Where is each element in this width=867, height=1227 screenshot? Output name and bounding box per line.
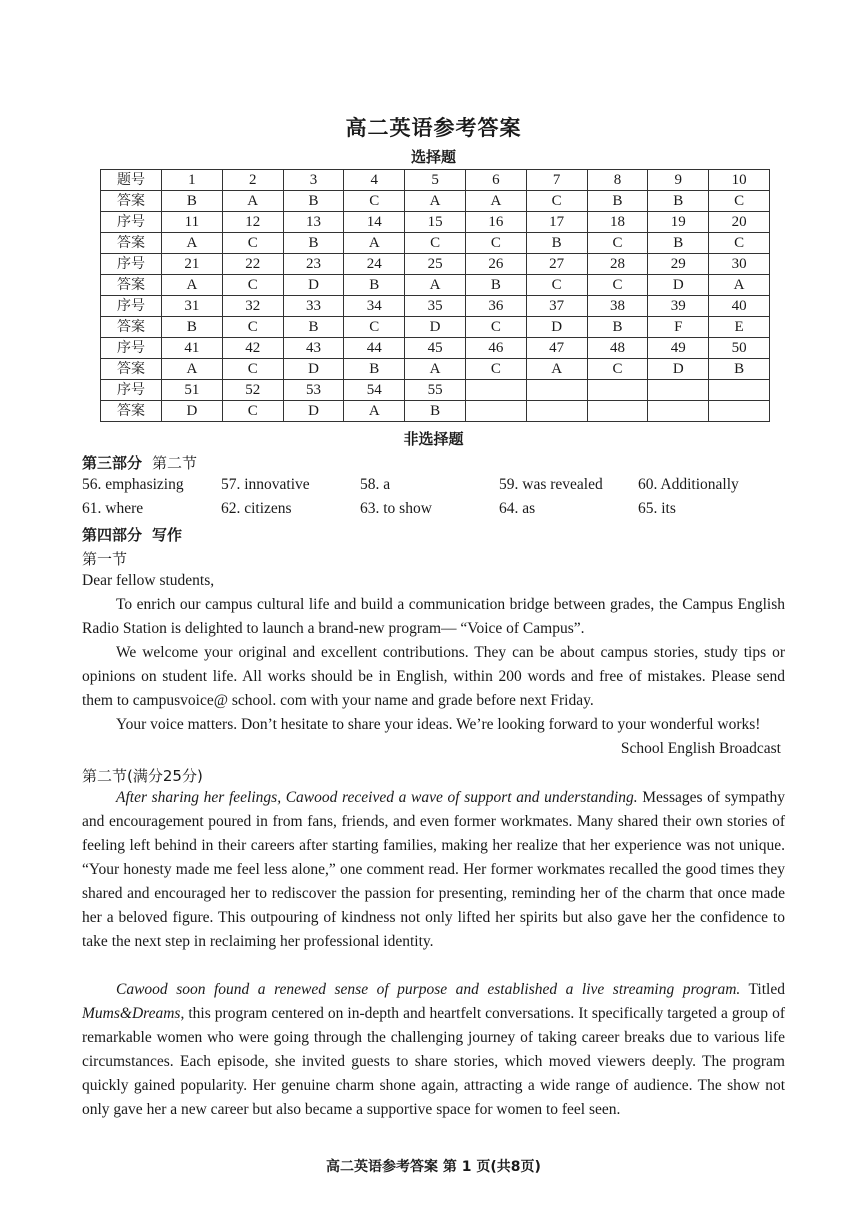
answer-cell (587, 401, 648, 422)
answer-cell (709, 380, 770, 401)
answer-cell (587, 380, 648, 401)
answer-cell: 55 (405, 380, 466, 401)
part3-heading (82, 452, 207, 473)
letter-paragraph-1: To enrich our campus cultural life and build a communication bridge between grades, the Campus English Radio Station is delighted to launch a brand-new program— “Voice of Campus”. (82, 596, 785, 637)
answer-cell: 39 (648, 296, 709, 317)
answer-table-row (101, 233, 770, 254)
essay-p2-lead: Cawood soon found a renewed sense of purpose and established a live streaming program. (116, 981, 741, 998)
answer-cell: 12 (222, 212, 283, 233)
answer-cell: D (283, 401, 344, 422)
answer-cell: B (405, 401, 466, 422)
answer-table-row (101, 275, 770, 296)
answer-cell: E (709, 317, 770, 338)
answer-cell: 32 (222, 296, 283, 317)
answer-cell: B (162, 191, 223, 212)
answer-table-row (101, 191, 770, 212)
answer-cell: C (222, 317, 283, 338)
answer-cell: A (222, 191, 283, 212)
letter-paragraph-3: Your voice matters. Don’t hesitate to share your ideas. We’re looking forward to your wonderful works! (116, 716, 761, 733)
answer-cell: 45 (405, 338, 466, 359)
answer-cell: C (587, 233, 648, 254)
answer-cell: 25 (405, 254, 466, 275)
fill-answer: 64. as (499, 500, 536, 517)
fill-answer: 58. a (360, 476, 391, 493)
answer-cell: C (222, 401, 283, 422)
answer-cell: 21 (162, 254, 223, 275)
answer-cell: D (526, 317, 587, 338)
answer-cell: 13 (283, 212, 344, 233)
answer-cell: C (344, 191, 405, 212)
row-label: 序号 (101, 338, 162, 359)
row-label: 序号 (101, 212, 162, 233)
answer-table-row (101, 254, 770, 275)
answer-cell: 20 (709, 212, 770, 233)
fill-answer: 59. was revealed (499, 476, 603, 493)
fill-answer: 57. innovative (221, 476, 310, 493)
page-title: 高二英语参考答案 (345, 115, 522, 140)
fill-answer: 61. where (82, 500, 144, 517)
answer-table-row (101, 380, 770, 401)
fill-answer: 56. emphasizing (82, 476, 184, 493)
answer-cell (465, 380, 526, 401)
answer-cell: B (709, 359, 770, 380)
answer-cell: D (162, 401, 223, 422)
answer-cell (465, 401, 526, 422)
answer-cell: 4 (344, 170, 405, 191)
answer-cell: B (162, 317, 223, 338)
answer-cell: 2 (222, 170, 283, 191)
answer-cell: 49 (648, 338, 709, 359)
answer-cell: 38 (587, 296, 648, 317)
answer-cell: C (709, 233, 770, 254)
answer-cell: D (405, 317, 466, 338)
answer-cell: D (283, 359, 344, 380)
answer-cell: C (405, 233, 466, 254)
answer-cell: C (587, 359, 648, 380)
answer-cell: A (709, 275, 770, 296)
answer-cell: B (344, 359, 405, 380)
answer-cell: 8 (587, 170, 648, 191)
answer-table-row (101, 359, 770, 380)
answer-cell: C (465, 317, 526, 338)
answer-cell: B (526, 233, 587, 254)
answer-table-row (101, 317, 770, 338)
answer-cell: C (222, 233, 283, 254)
answer-cell: 9 (648, 170, 709, 191)
part4-name: 第四部分 (82, 526, 143, 544)
answer-cell: 34 (344, 296, 405, 317)
answer-cell: 19 (648, 212, 709, 233)
answer-cell: B (648, 191, 709, 212)
answer-cell: 18 (587, 212, 648, 233)
nonchoice-section-heading: 非选择题 (403, 430, 464, 448)
answer-cell: 27 (526, 254, 587, 275)
essay-p2-title: Mums&Dreams (82, 1005, 181, 1022)
answer-cell: 43 (283, 338, 344, 359)
essay-p2-mid: Titled (740, 981, 785, 998)
answer-cell: 54 (344, 380, 405, 401)
part3-section: 第二节 (152, 454, 198, 472)
answer-table-row (101, 296, 770, 317)
answer-cell: 1 (162, 170, 223, 191)
answer-table-row (101, 170, 770, 191)
answer-cell: B (465, 275, 526, 296)
answer-cell: D (648, 275, 709, 296)
answer-cell (648, 380, 709, 401)
answer-cell: 52 (222, 380, 283, 401)
fill-answer: 62. citizens (221, 500, 292, 517)
answer-cell: 42 (222, 338, 283, 359)
answer-cell: 11 (162, 212, 223, 233)
answer-cell: C (587, 275, 648, 296)
answer-cell: A (405, 359, 466, 380)
answer-cell: A (405, 275, 466, 296)
answer-cell: B (648, 233, 709, 254)
answer-cell: D (648, 359, 709, 380)
letter-signature: School English Broadcast (620, 740, 781, 757)
letter-greeting: Dear fellow students, (82, 572, 215, 589)
row-label: 答案 (101, 275, 162, 296)
fill-answer: 60. Additionally (638, 476, 739, 493)
answer-cell: 50 (709, 338, 770, 359)
answer-cell: C (344, 317, 405, 338)
answer-cell: A (405, 191, 466, 212)
part4-section: 写作 (152, 526, 183, 544)
answer-cell: 24 (344, 254, 405, 275)
answer-cell (526, 380, 587, 401)
answer-cell: 30 (709, 254, 770, 275)
answer-cell: 26 (465, 254, 526, 275)
answer-cell: 7 (526, 170, 587, 191)
answer-cell: A (162, 275, 223, 296)
essay-paragraph-2 (82, 978, 785, 1122)
answer-cell: B (587, 191, 648, 212)
answer-cell: C (709, 191, 770, 212)
row-label: 答案 (101, 359, 162, 380)
answer-cell: 47 (526, 338, 587, 359)
answer-cell: C (526, 191, 587, 212)
answer-cell: B (587, 317, 648, 338)
row-label: 序号 (101, 254, 162, 275)
answer-cell: B (283, 191, 344, 212)
fill-answer: 65. its (638, 500, 676, 517)
answer-cell: B (283, 317, 344, 338)
answer-cell: 36 (465, 296, 526, 317)
answer-cell: A (162, 233, 223, 254)
answer-cell: C (465, 359, 526, 380)
answer-cell: 37 (526, 296, 587, 317)
answer-cell: A (344, 401, 405, 422)
answer-cell: 48 (587, 338, 648, 359)
row-label: 序号 (101, 380, 162, 401)
essay-p1-body: Messages of sympathy and encouragement poured in from fans, friends, and even former workmates. Many shared their own stories of feeling left behind in their careers after starting families, making her realize that her experience was not unique. “Your honesty made me feel less alone,” one comment read. Her former workmates recalled the good times they shared and encouraged her to rediscover the passion for presenting, reminding her of the charm that once made her a beloved figure. This outpouring of kindness not only lifted her spirits but also gave her the confidence to take the next step in reclaiming her professional identity. (82, 789, 786, 950)
answer-cell: B (283, 233, 344, 254)
answer-cell: 14 (344, 212, 405, 233)
answer-cell: 10 (709, 170, 770, 191)
answer-cell (648, 401, 709, 422)
row-label: 答案 (101, 191, 162, 212)
answer-cell: A (344, 233, 405, 254)
answer-cell: A (465, 191, 526, 212)
answer-table-row (101, 338, 770, 359)
choice-section-heading: 选择题 (410, 148, 456, 166)
answer-cell: A (162, 359, 223, 380)
part4-heading (82, 524, 192, 545)
answer-cell: 22 (222, 254, 283, 275)
answer-cell: A (526, 359, 587, 380)
answer-cell: 3 (283, 170, 344, 191)
answer-cell: C (222, 275, 283, 296)
answer-cell: 23 (283, 254, 344, 275)
sec2-label: 第二节(满分25分) (82, 767, 203, 785)
answer-cell: D (283, 275, 344, 296)
essay-paragraph-1 (82, 786, 785, 954)
row-label: 答案 (101, 317, 162, 338)
answer-cell (526, 401, 587, 422)
answer-cell: 40 (709, 296, 770, 317)
answer-cell: 33 (283, 296, 344, 317)
answer-cell: 16 (465, 212, 526, 233)
answer-cell: C (526, 275, 587, 296)
answer-cell: 28 (587, 254, 648, 275)
answer-cell: 17 (526, 212, 587, 233)
answer-cell: C (465, 233, 526, 254)
answer-cell: 41 (162, 338, 223, 359)
answer-cell: 35 (405, 296, 466, 317)
answer-cell: 31 (162, 296, 223, 317)
answer-cell: 5 (405, 170, 466, 191)
answer-table (100, 169, 770, 422)
answer-cell: C (222, 359, 283, 380)
answer-cell: 46 (465, 338, 526, 359)
page-footer: 高二英语参考答案 第 1 页(共8页) (326, 1159, 541, 1175)
answer-cell: 53 (283, 380, 344, 401)
answer-cell: F (648, 317, 709, 338)
answer-table-row (101, 401, 770, 422)
essay-p2-body: , this program centered on in-depth and heartfelt conversations. It specifically targeted a group of remarkable women who were going through the challenging journey of taking career breaks due to various life circumstances. Each episode, she invited guests to share stories, which moved viewers deeply. The program quickly gained popularity. Her genuine charm shone again, attracting a wide range of audience. The show not only gave her a new career but also became a supportive space for women to feel seen. (82, 1005, 785, 1118)
answer-cell: 15 (405, 212, 466, 233)
letter-paragraph-2: We welcome your original and excellent contributions. They can be about campus stories, study tips or opinions on student life. All works should be in English, within 200 words and free of mistakes. Please send them to campusvoice@ school. com with your name and grade before next Friday. (82, 644, 785, 709)
row-label: 答案 (101, 233, 162, 254)
answer-cell: 44 (344, 338, 405, 359)
answer-cell: 6 (465, 170, 526, 191)
essay-p1-lead: After sharing her feelings, Cawood received a wave of support and understanding. (116, 789, 638, 806)
fill-answer: 63. to show (360, 500, 432, 517)
row-label: 答案 (101, 401, 162, 422)
answer-cell (709, 401, 770, 422)
row-label: 题号 (101, 170, 162, 191)
answer-cell: B (344, 275, 405, 296)
answer-cell: 51 (162, 380, 223, 401)
answer-table-row (101, 212, 770, 233)
row-label: 序号 (101, 296, 162, 317)
answer-cell: 29 (648, 254, 709, 275)
part3-name: 第三部分 (82, 454, 143, 472)
sec1-label: 第一节 (82, 550, 128, 568)
